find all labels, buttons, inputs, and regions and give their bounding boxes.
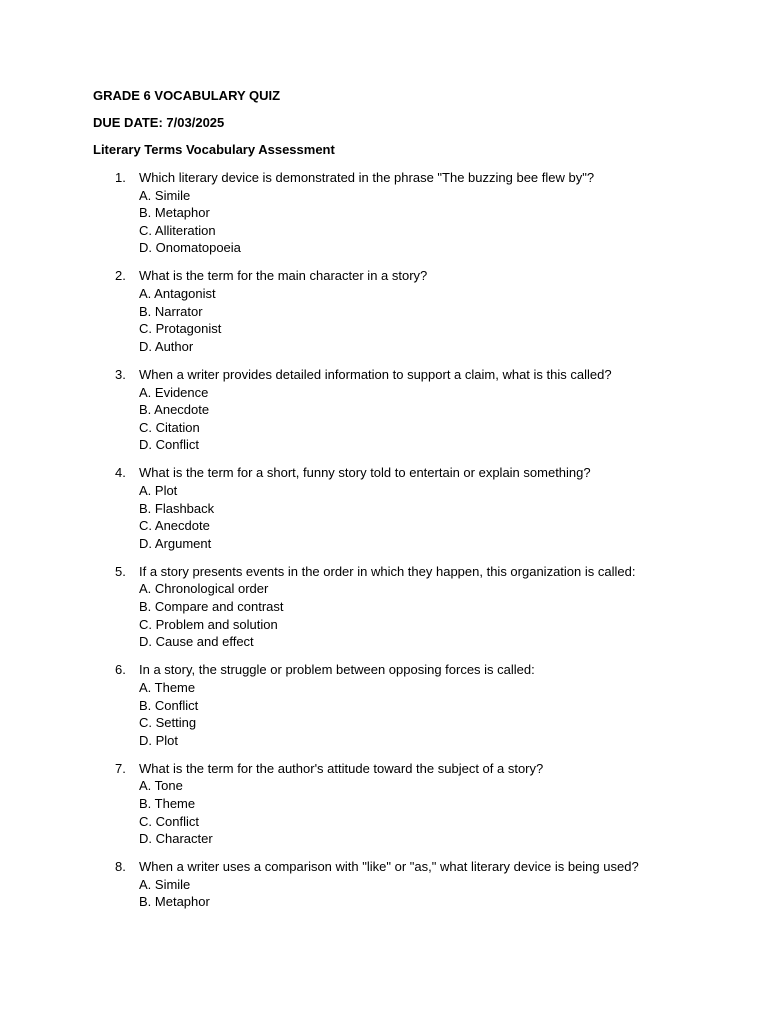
- question-1: [0, 169, 768, 257]
- answer-option: B. Metaphor: [139, 894, 210, 910]
- answer-option: A. Simile: [139, 876, 191, 892]
- question-text: What is the term for the main character in a story?: [139, 268, 428, 284]
- question-body: [139, 760, 768, 848]
- answer-option: D. Author: [139, 338, 194, 354]
- answer-option: B. Anecdote: [139, 402, 210, 418]
- answer-option: C. Problem and solution: [139, 616, 278, 632]
- question-4: [0, 464, 768, 552]
- question-6: [0, 661, 768, 749]
- answer-option: B. Narrator: [139, 303, 203, 319]
- answer-option: C. Protagonist: [139, 321, 222, 337]
- question-body: [139, 858, 768, 911]
- answer-option: B. Theme: [139, 796, 196, 811]
- question-number: 7.: [115, 760, 126, 776]
- answer-option: C. Conflict: [139, 813, 199, 829]
- question-3: [0, 366, 768, 454]
- answer-option: A. Chronological order: [139, 581, 269, 597]
- answer-option: A. Simile: [139, 187, 191, 203]
- answer-option: D. Conflict: [139, 437, 199, 453]
- question-5: [0, 563, 768, 651]
- question-number: 2.: [115, 268, 126, 284]
- answer-option: A. Antagonist: [139, 286, 216, 302]
- question-body: [139, 464, 768, 552]
- question-text: When a writer uses a comparison with "like" or "as," what literary device is being used?: [139, 859, 639, 875]
- answer-option: B. Flashback: [139, 500, 215, 516]
- question-number: 3.: [115, 366, 126, 382]
- question-text: When a writer provides detailed information to support a claim, what is this called?: [139, 366, 612, 382]
- answer-option: D. Cause and effect: [139, 634, 254, 650]
- answer-option: A. Evidence: [139, 384, 209, 400]
- answer-option: B. Compare and contrast: [139, 599, 284, 615]
- answer-option: C. Citation: [139, 419, 200, 435]
- question-number: 6.: [115, 662, 126, 678]
- question-body: [139, 661, 768, 749]
- question-body: [139, 267, 768, 355]
- question-number: 5.: [115, 563, 126, 579]
- quiz-title: GRADE 6 VOCABULARY QUIZ: [93, 88, 281, 103]
- quiz-subtitle: Literary Terms Vocabulary Assessment: [93, 142, 335, 157]
- answer-option: C. Alliteration: [139, 222, 216, 238]
- question-text: In a story, the struggle or problem between opposing forces is called:: [139, 662, 535, 678]
- question-7: [0, 760, 768, 848]
- question-8: [0, 858, 768, 911]
- answer-option: B. Metaphor: [139, 205, 210, 221]
- question-text: What is the term for the author's attitude toward the subject of a story?: [139, 760, 544, 776]
- answer-option: A. Plot: [139, 483, 178, 498]
- question-text: What is the term for a short, funny story told to entertain or explain something?: [139, 465, 591, 481]
- answer-option: D. Argument: [139, 535, 212, 551]
- question-number: 8.: [115, 859, 126, 875]
- question-list: [0, 169, 768, 922]
- question-2: [0, 267, 768, 355]
- question-number: 4.: [115, 465, 126, 481]
- answer-option: D. Character: [139, 831, 213, 847]
- answer-option: D. Onomatopoeia: [139, 240, 241, 256]
- answer-option: A. Tone: [139, 778, 183, 794]
- answer-option: B. Conflict: [139, 697, 199, 713]
- question-body: [139, 563, 768, 651]
- answer-option: A. Theme: [139, 679, 196, 695]
- answer-option: D. Plot: [139, 732, 179, 748]
- question-body: [139, 366, 768, 454]
- question-text: If a story presents events in the order in which they happen, this organization is called:: [139, 563, 636, 579]
- answer-option: C. Setting: [139, 715, 197, 731]
- question-body: [139, 169, 768, 257]
- question-number: 1.: [115, 170, 126, 185]
- due-date: DUE DATE: 7/03/2025: [93, 115, 225, 130]
- question-text: Which literary device is demonstrated in the phrase "The buzzing bee flew by"?: [139, 170, 595, 185]
- answer-option: C. Anecdote: [139, 518, 210, 534]
